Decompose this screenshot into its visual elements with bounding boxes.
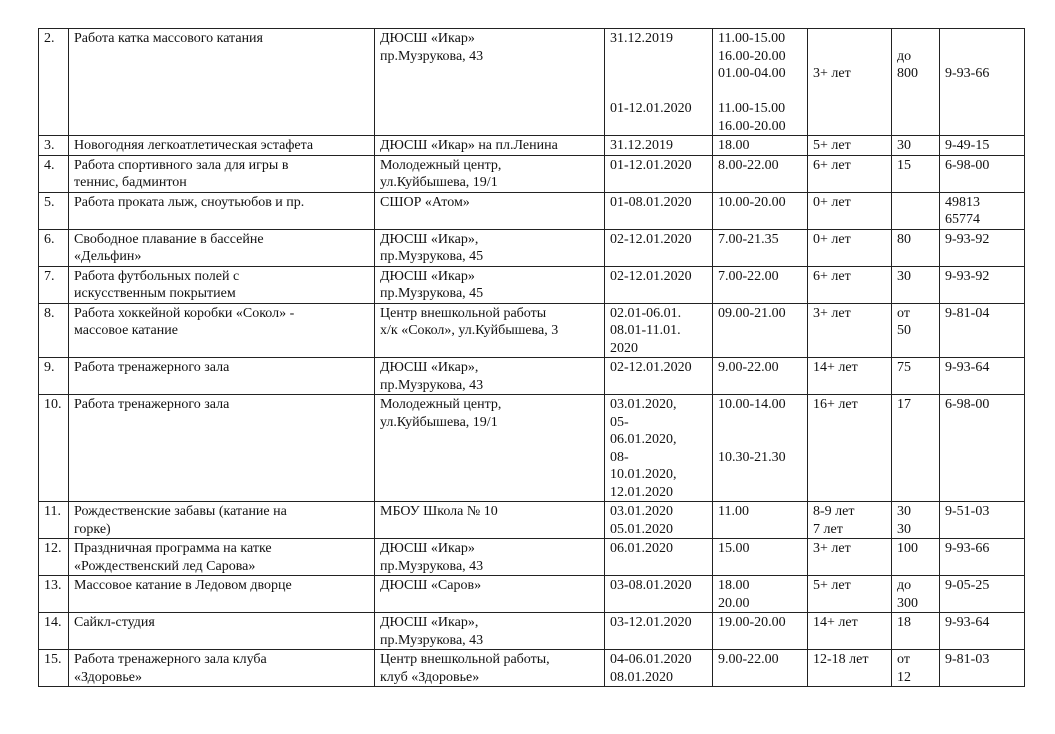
participant-count: до 300 — [897, 578, 918, 611]
age-limit: 14+ лет — [813, 360, 858, 375]
contact-phone: 9-93-64 — [945, 615, 990, 630]
contact-phone-cell — [940, 539, 1025, 576]
venue-address-cell — [375, 395, 605, 502]
event-time-cell — [713, 613, 808, 650]
table-row — [39, 358, 1025, 395]
age-limit: 0+ лет — [813, 194, 851, 210]
event-time-cell — [713, 576, 808, 613]
venue-address-cell — [375, 303, 605, 358]
venue-address-cell — [375, 358, 605, 395]
event-date-cell — [605, 395, 713, 502]
event-date: 01-12.01.2020 — [610, 157, 692, 173]
participant-count: 17 — [897, 397, 911, 412]
contact-phone: 9-93-92 — [945, 268, 990, 284]
event-date: 31.12.2019 — [610, 138, 673, 153]
row-number-cell — [39, 29, 69, 136]
venue-address-cell — [375, 136, 605, 156]
event-date-cell — [605, 650, 713, 687]
age-limit: 3+ лет — [813, 541, 851, 556]
age-limit-cell — [808, 502, 892, 539]
row-number-cell — [39, 650, 69, 687]
event-name: Работа хоккейной коробки «Сокол» - массовое катание — [74, 305, 295, 338]
contact-phone-cell — [940, 229, 1025, 266]
contact-phone-cell — [940, 395, 1025, 502]
event-name-cell — [69, 358, 375, 395]
age-limit-cell — [808, 266, 892, 303]
participant-count-cell — [892, 358, 940, 395]
participant-count-cell — [892, 576, 940, 613]
row-number: 9. — [44, 360, 55, 375]
participant-count-cell — [892, 650, 940, 687]
event-name-cell — [69, 576, 375, 613]
event-time: 9.00-22.00 — [718, 652, 779, 667]
event-time-cell — [713, 136, 808, 156]
participant-count-cell — [892, 395, 940, 502]
event-date: 02.01-06.01. 08.01-11.01. 2020 — [610, 305, 682, 356]
venue-address: Центр внешкольной работы, клуб «Здоровье» — [380, 652, 550, 685]
venue-address-cell — [375, 192, 605, 229]
participant-count-cell — [892, 502, 940, 539]
event-time: 19.00-20.00 — [718, 615, 786, 630]
venue-address-cell — [375, 650, 605, 687]
event-name-cell — [69, 395, 375, 502]
contact-phone: 6-98-00 — [945, 397, 990, 412]
row-number: 3. — [44, 138, 55, 153]
event-time: 9.00-22.00 — [718, 360, 779, 375]
row-number: 15. — [44, 652, 62, 667]
table-row — [39, 266, 1025, 303]
event-date: 01-08.01.2020 — [610, 194, 692, 210]
event-date-cell — [605, 358, 713, 395]
table-row — [39, 576, 1025, 613]
event-name: Работа тренажерного зала клуба «Здоровье» — [74, 652, 267, 685]
row-number: 8. — [44, 305, 55, 321]
table-row — [39, 502, 1025, 539]
contact-phone: 6-98-00 — [945, 157, 990, 173]
event-name-cell — [69, 539, 375, 576]
participant-count: 30 — [897, 138, 911, 153]
contact-phone-cell — [940, 136, 1025, 156]
event-time-cell — [713, 29, 808, 136]
table-row — [39, 155, 1025, 192]
age-limit: 16+ лет — [813, 397, 858, 412]
event-name: Праздничная программа на катке «Рождественский лед Сарова» — [74, 541, 272, 574]
venue-address: ДЮСШ «Икар», пр.Музрукова, 45 — [380, 231, 484, 264]
venue-address: ДЮСШ «Икар» пр.Музрукова, 43 — [380, 541, 484, 574]
event-time: 18.00 — [718, 138, 750, 153]
event-date-cell — [605, 613, 713, 650]
event-name: Работа катка массового катания — [74, 31, 263, 46]
event-name-cell — [69, 136, 375, 156]
age-limit: 0+ лет — [813, 231, 851, 247]
row-number: 10. — [44, 397, 62, 412]
event-name: Работа проката лыж, сноутьюбов и пр. — [74, 194, 305, 210]
event-name-cell — [69, 266, 375, 303]
age-limit: 12-18 лет — [813, 652, 869, 667]
row-number: 14. — [44, 615, 62, 630]
participant-count: 80 — [897, 231, 911, 247]
participant-count-cell — [892, 155, 940, 192]
venue-address: ДЮСШ «Икар», пр.Музрукова, 43 — [380, 360, 484, 393]
event-date: 03.01.2020 05.01.2020 — [610, 504, 673, 537]
table-row — [39, 613, 1025, 650]
event-date: 02-12.01.2020 — [610, 231, 692, 247]
contact-phone: 9-93-64 — [945, 360, 990, 375]
contact-phone: 9-93-92 — [945, 231, 990, 247]
event-time: 11.00-15.00 16.00-20.00 01.00-04.00 11.00-15.00 16.00-20.00 — [718, 31, 786, 134]
row-number-cell — [39, 136, 69, 156]
event-time: 8.00-22.00 — [718, 157, 779, 173]
event-time-cell — [713, 502, 808, 539]
participant-count: 30 30 — [897, 504, 911, 537]
contact-phone-cell — [940, 266, 1025, 303]
participant-count-cell — [892, 136, 940, 156]
venue-address-cell — [375, 539, 605, 576]
row-number-cell — [39, 229, 69, 266]
row-number-cell — [39, 576, 69, 613]
participant-count: 15 — [897, 157, 911, 173]
event-name: Рождественские забавы (катание на горке) — [74, 504, 287, 537]
events-table — [38, 28, 1025, 687]
event-date: 04-06.01.2020 08.01.2020 — [610, 652, 692, 685]
age-limit-cell — [808, 358, 892, 395]
age-limit-cell — [808, 576, 892, 613]
table-row — [39, 29, 1025, 136]
venue-address: ДЮСШ «Саров» — [380, 578, 482, 593]
age-limit: 8-9 лет 7 лет — [813, 504, 855, 537]
event-date-cell — [605, 136, 713, 156]
contact-phone: 9-51-03 — [945, 504, 990, 519]
age-limit-cell — [808, 613, 892, 650]
venue-address: Молодежный центр, ул.Куйбышева, 19/1 — [380, 157, 502, 190]
event-name-cell — [69, 192, 375, 229]
age-limit-cell — [808, 136, 892, 156]
age-limit-cell — [808, 192, 892, 229]
event-date-cell — [605, 29, 713, 136]
age-limit: 6+ лет — [813, 268, 851, 284]
contact-phone-cell — [940, 613, 1025, 650]
table-body — [39, 29, 1025, 687]
event-time: 11.00 — [718, 504, 749, 519]
age-limit-cell — [808, 395, 892, 502]
participant-count: 100 — [897, 541, 918, 556]
venue-address: Центр внешкольной работы х/к «Сокол», ул.Куйбышева, 3 — [380, 305, 559, 338]
row-number-cell — [39, 502, 69, 539]
event-date-cell — [605, 155, 713, 192]
age-limit: 5+ лет — [813, 578, 851, 593]
event-name-cell — [69, 229, 375, 266]
venue-address: ДЮСШ «Икар» пр.Музрукова, 45 — [380, 268, 484, 301]
event-name-cell — [69, 650, 375, 687]
event-date-cell — [605, 576, 713, 613]
table-row — [39, 650, 1025, 687]
venue-address: ДЮСШ «Икар» на пл.Ленина — [380, 138, 558, 153]
event-time: 18.00 20.00 — [718, 578, 750, 611]
participant-count-cell — [892, 303, 940, 358]
table-row — [39, 539, 1025, 576]
event-date-cell — [605, 539, 713, 576]
row-number-cell — [39, 395, 69, 502]
row-number-cell — [39, 613, 69, 650]
contact-phone: 9-49-15 — [945, 138, 990, 153]
contact-phone: 9-93-66 — [945, 66, 990, 81]
event-date: 02-12.01.2020 — [610, 268, 692, 284]
row-number: 4. — [44, 157, 55, 173]
event-date: 03-08.01.2020 — [610, 578, 692, 593]
age-limit-cell — [808, 303, 892, 358]
venue-address-cell — [375, 613, 605, 650]
contact-phone: 9-05-25 — [945, 578, 990, 593]
contact-phone-cell — [940, 650, 1025, 687]
contact-phone-cell — [940, 576, 1025, 613]
participant-count-cell — [892, 613, 940, 650]
participant-count: 75 — [897, 360, 911, 375]
table-row — [39, 229, 1025, 266]
row-number-cell — [39, 192, 69, 229]
venue-address: ДЮСШ «Икар» пр.Музрукова, 43 — [380, 31, 484, 64]
row-number-cell — [39, 358, 69, 395]
event-date: 03.01.2020, 05- 06.01.2020, 08- 10.01.2020, 12.01.2020 — [610, 397, 677, 500]
contact-phone-cell — [940, 303, 1025, 358]
age-limit: 3+ лет — [813, 305, 851, 321]
table-row — [39, 303, 1025, 358]
event-time: 10.00-20.00 — [718, 194, 786, 210]
participant-count: до 800 — [897, 48, 918, 81]
event-time: 09.00-21.00 — [718, 305, 786, 321]
venue-address: СШОР «Атом» — [380, 194, 470, 210]
row-number: 7. — [44, 268, 55, 284]
venue-address-cell — [375, 29, 605, 136]
event-date-cell — [605, 192, 713, 229]
venue-address-cell — [375, 502, 605, 539]
event-name-cell — [69, 502, 375, 539]
event-date-cell — [605, 303, 713, 358]
row-number-cell — [39, 303, 69, 358]
venue-address: Молодежный центр, ул.Куйбышева, 19/1 — [380, 397, 502, 430]
event-date-cell — [605, 266, 713, 303]
event-date: 31.12.2019 01-12.01.2020 — [610, 31, 692, 116]
venue-address-cell — [375, 229, 605, 266]
event-time: 15.00 — [718, 541, 750, 556]
contact-phone-cell — [940, 358, 1025, 395]
event-date-cell — [605, 229, 713, 266]
row-number: 5. — [44, 194, 55, 210]
event-name: Работа футбольных полей с искусственным покрытием — [74, 268, 240, 301]
event-time: 7.00-21.35 — [718, 231, 779, 247]
venue-address-cell — [375, 576, 605, 613]
age-limit-cell — [808, 229, 892, 266]
participant-count-cell — [892, 539, 940, 576]
row-number: 13. — [44, 578, 62, 593]
contact-phone-cell — [940, 192, 1025, 229]
contact-phone: 9-93-66 — [945, 541, 990, 556]
event-time-cell — [713, 650, 808, 687]
age-limit-cell — [808, 29, 892, 136]
event-name-cell — [69, 155, 375, 192]
event-time-cell — [713, 539, 808, 576]
event-time: 10.00-14.00 10.30-21.30 — [718, 397, 786, 465]
contact-phone-cell — [940, 502, 1025, 539]
participant-count: 30 — [897, 268, 911, 284]
venue-address-cell — [375, 266, 605, 303]
age-limit: 14+ лет — [813, 615, 858, 630]
event-time-cell — [713, 192, 808, 229]
row-number: 6. — [44, 231, 55, 247]
event-name: Массовое катание в Ледовом дворце — [74, 578, 292, 593]
event-time-cell — [713, 155, 808, 192]
event-name: Свободное плавание в бассейне «Дельфин» — [74, 231, 264, 264]
event-time-cell — [713, 395, 808, 502]
contact-phone-cell — [940, 155, 1025, 192]
row-number-cell — [39, 155, 69, 192]
table-row — [39, 192, 1025, 229]
participant-count: 18 — [897, 615, 911, 630]
event-time-cell — [713, 358, 808, 395]
age-limit-cell — [808, 650, 892, 687]
event-time: 7.00-22.00 — [718, 268, 779, 284]
table-row — [39, 136, 1025, 156]
age-limit-cell — [808, 155, 892, 192]
age-limit: 3+ лет — [813, 66, 851, 81]
event-name-cell — [69, 303, 375, 358]
contact-phone: 9-81-04 — [945, 305, 990, 321]
contact-phone-cell — [940, 29, 1025, 136]
row-number: 12. — [44, 541, 62, 556]
row-number: 2. — [44, 31, 55, 46]
venue-address: ДЮСШ «Икар», пр.Музрукова, 43 — [380, 615, 484, 648]
event-date-cell — [605, 502, 713, 539]
participant-count-cell — [892, 266, 940, 303]
event-time-cell — [713, 266, 808, 303]
row-number-cell — [39, 539, 69, 576]
contact-phone: 9-81-03 — [945, 652, 990, 667]
event-date: 03-12.01.2020 — [610, 615, 692, 630]
event-name: Сайкл-студия — [74, 615, 155, 630]
contact-phone: 49813 65774 — [945, 194, 980, 227]
event-name-cell — [69, 29, 375, 136]
age-limit: 5+ лет — [813, 138, 851, 153]
table-row — [39, 395, 1025, 502]
row-number: 11. — [44, 504, 61, 519]
participant-count-cell — [892, 192, 940, 229]
participant-count: от 12 — [897, 652, 911, 685]
event-date: 02-12.01.2020 — [610, 360, 692, 375]
row-number-cell — [39, 266, 69, 303]
event-name: Работа тренажерного зала — [74, 360, 230, 375]
age-limit: 6+ лет — [813, 157, 851, 173]
age-limit-cell — [808, 539, 892, 576]
event-name: Работа тренажерного зала — [74, 397, 230, 412]
event-time-cell — [713, 303, 808, 358]
event-date: 06.01.2020 — [610, 541, 673, 556]
event-name: Новогодняя легкоатлетическая эстафета — [74, 138, 314, 153]
participant-count: от 50 — [897, 305, 911, 338]
venue-address-cell — [375, 155, 605, 192]
event-name: Работа спортивного зала для игры в теннис, бадминтон — [74, 157, 289, 190]
venue-address: МБОУ Школа № 10 — [380, 504, 498, 519]
participant-count-cell — [892, 29, 940, 136]
participant-count-cell — [892, 229, 940, 266]
event-name-cell — [69, 613, 375, 650]
event-time-cell — [713, 229, 808, 266]
